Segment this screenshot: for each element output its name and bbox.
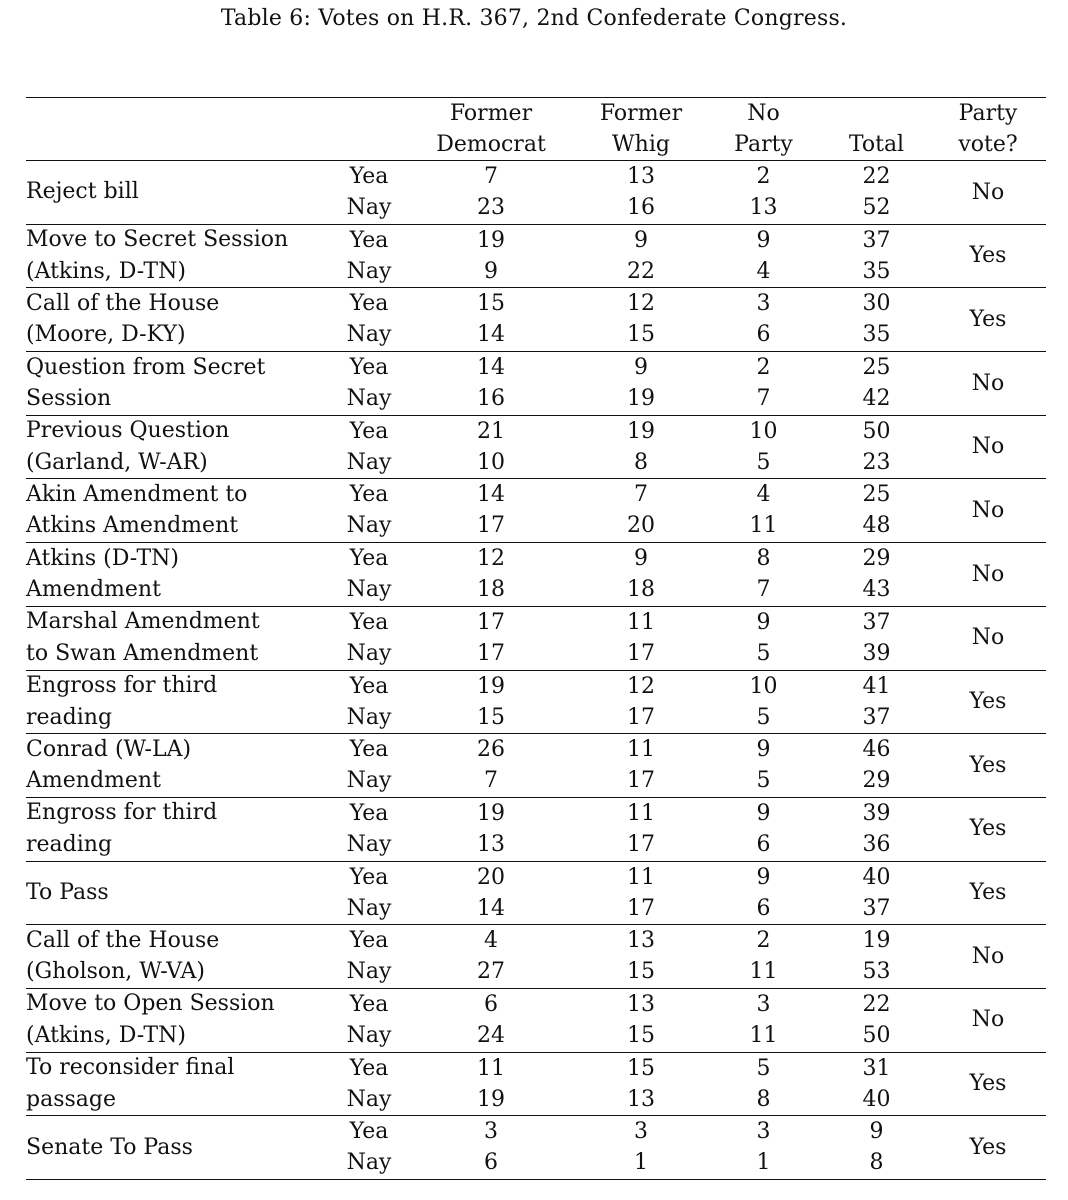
former-whig-count: 13 — [627, 1086, 655, 1112]
header-party-vote: Party vote? — [958, 101, 1018, 157]
yea-row — [26, 479, 1046, 511]
former-democrat-count: 7 — [484, 768, 498, 794]
vote-label: Nay — [346, 258, 392, 284]
party-vote-value: Yes — [969, 816, 1007, 842]
motion-description-line: Engross for third — [26, 673, 218, 698]
total-count: 53 — [862, 959, 891, 985]
vote-label: Nay — [346, 1150, 392, 1176]
former-whig-count: 3 — [634, 1119, 648, 1145]
yea-row — [26, 161, 1046, 193]
no-party-count: 2 — [756, 164, 771, 189]
total-count: 23 — [862, 449, 891, 475]
motion-description-line: Atkins (D-TN) — [26, 545, 179, 571]
party-vote-value: No — [971, 434, 1005, 460]
votes-table — [26, 97, 1046, 1180]
party-vote-value: No — [971, 179, 1005, 205]
no-party-count: 9 — [756, 800, 771, 826]
total-count: 25 — [862, 482, 891, 508]
former-whig-count: 9 — [634, 227, 648, 253]
motion-description-line: (Atkins, D-TN) — [26, 1022, 186, 1048]
vote-label: Nay — [346, 449, 392, 475]
vote-label: Nay — [346, 1022, 392, 1048]
former-democrat-count: 16 — [477, 386, 505, 412]
former-democrat-count: 7 — [484, 164, 498, 189]
party-vote-value: Yes — [969, 243, 1007, 269]
former-democrat-count: 11 — [477, 1055, 505, 1081]
vote-label: Yea — [349, 1119, 389, 1145]
nay-row — [26, 765, 1046, 797]
former-democrat-count: 19 — [477, 800, 505, 826]
former-whig-count: 11 — [627, 800, 655, 826]
former-whig-count: 17 — [627, 640, 655, 666]
yea-row — [26, 352, 1046, 384]
party-vote-value: No — [971, 561, 1005, 587]
motion-description-line: Senate To Pass — [26, 1134, 193, 1160]
table-row-group — [26, 225, 1046, 289]
no-party-count: 1 — [756, 1150, 771, 1176]
total-count: 36 — [862, 831, 891, 857]
table-row-group — [26, 671, 1046, 735]
table-row-group — [26, 416, 1046, 480]
motion-description-line: Atkins Amendment — [26, 513, 239, 539]
no-party-count: 7 — [756, 386, 771, 412]
vote-label: Nay — [346, 831, 392, 857]
vote-label: Nay — [346, 640, 392, 666]
former-democrat-count: 4 — [484, 928, 498, 954]
yea-row — [26, 607, 1046, 639]
former-democrat-count: 19 — [477, 227, 505, 253]
former-democrat-count: 17 — [477, 513, 505, 539]
nay-row — [26, 956, 1046, 988]
former-democrat-count: 20 — [477, 864, 505, 890]
total-count: 31 — [862, 1055, 891, 1081]
former-democrat-count: 26 — [477, 737, 505, 763]
former-whig-count: 13 — [627, 928, 655, 954]
no-party-count: 2 — [756, 928, 771, 954]
motion-description-line: Move to Secret Session — [26, 227, 289, 253]
vote-label: Yea — [349, 164, 389, 189]
yea-row — [26, 416, 1046, 448]
no-party-count: 2 — [756, 355, 771, 381]
former-whig-count: 19 — [627, 418, 655, 444]
vote-label: Yea — [349, 991, 389, 1017]
header-no-party: No Party — [734, 101, 793, 157]
former-democrat-count: 6 — [484, 991, 498, 1017]
total-count: 42 — [862, 386, 891, 412]
no-party-count: 9 — [756, 609, 771, 635]
no-party-count: 11 — [749, 959, 778, 985]
nay-row — [26, 574, 1046, 606]
vote-label: Yea — [349, 609, 389, 635]
table-row-group — [26, 925, 1046, 989]
former-democrat-count: 23 — [477, 195, 505, 220]
total-count: 48 — [862, 513, 891, 539]
party-vote-value: Yes — [969, 1071, 1007, 1097]
party-vote-value: Yes — [969, 689, 1007, 714]
former-whig-count: 8 — [634, 449, 648, 475]
no-party-count: 4 — [756, 258, 771, 284]
former-whig-count: 16 — [627, 195, 655, 220]
vote-label: Yea — [349, 355, 389, 381]
table-body — [26, 161, 1046, 1180]
former-whig-count: 17 — [627, 895, 655, 921]
total-count: 35 — [862, 322, 891, 348]
vote-label: Yea — [349, 291, 389, 317]
total-count: 40 — [862, 864, 891, 890]
motion-description-line: reading — [26, 831, 113, 857]
yea-row — [26, 543, 1046, 575]
former-whig-count: 18 — [627, 577, 655, 603]
former-democrat-count: 19 — [477, 673, 505, 699]
no-party-count: 10 — [749, 673, 778, 699]
motion-description-line: Amendment — [26, 768, 161, 794]
table-row-group — [26, 288, 1046, 352]
table-row-group — [26, 607, 1046, 671]
no-party-count: 6 — [756, 322, 771, 348]
motion-description-line: To reconsider final — [26, 1055, 235, 1081]
yea-row — [26, 989, 1046, 1021]
no-party-count: 5 — [756, 640, 771, 666]
total-count: 22 — [862, 164, 891, 189]
motion-description-line: Question from Secret — [26, 354, 266, 380]
table-row-group — [26, 798, 1046, 862]
former-whig-count: 15 — [627, 1055, 655, 1081]
former-democrat-count: 6 — [484, 1150, 498, 1176]
no-party-count: 3 — [756, 991, 771, 1017]
vote-label: Yea — [349, 928, 389, 954]
vote-label: Nay — [346, 895, 392, 921]
table-row-group — [26, 1053, 1046, 1117]
vote-label: Nay — [346, 704, 392, 730]
motion-description-line: (Gholson, W-VA) — [26, 959, 206, 985]
motion-description-line: passage — [26, 1086, 116, 1112]
nay-row — [26, 256, 1046, 288]
former-democrat-count: 10 — [477, 449, 505, 475]
table-row-group — [26, 862, 1046, 926]
motion-description-line: Conrad (W-LA) — [26, 736, 192, 762]
nay-row — [26, 1147, 1046, 1179]
motion-description-line: Session — [26, 386, 112, 412]
table-row-group — [26, 1116, 1046, 1180]
nay-row — [26, 447, 1046, 479]
table-row-group — [26, 161, 1046, 225]
former-whig-count: 17 — [627, 831, 655, 857]
vote-label: Nay — [346, 513, 392, 539]
total-count: 37 — [862, 609, 891, 635]
vote-label: Nay — [346, 386, 392, 412]
table-row-group — [26, 543, 1046, 607]
total-count: 39 — [862, 640, 891, 666]
no-party-count: 4 — [756, 482, 771, 508]
nay-row — [26, 893, 1046, 925]
table-header — [26, 97, 1046, 161]
former-democrat-count: 14 — [477, 355, 505, 381]
former-whig-count: 17 — [627, 704, 655, 730]
former-democrat-count: 18 — [477, 577, 505, 603]
former-whig-count: 13 — [627, 164, 655, 189]
table-row-group — [26, 989, 1046, 1053]
no-party-count: 13 — [749, 195, 778, 220]
nay-row — [26, 829, 1046, 861]
party-vote-value: Yes — [969, 752, 1007, 778]
total-count: 37 — [862, 895, 891, 921]
former-whig-count: 22 — [627, 258, 655, 284]
motion-description-line: Move to Open Session — [26, 991, 275, 1017]
vote-label: Nay — [346, 577, 392, 603]
vote-label: Yea — [349, 482, 389, 508]
total-count: 41 — [862, 673, 891, 699]
nay-row — [26, 1020, 1046, 1052]
former-whig-count: 15 — [627, 1022, 655, 1048]
yea-row — [26, 862, 1046, 894]
former-whig-count: 12 — [627, 673, 655, 699]
no-party-count: 6 — [756, 895, 771, 921]
party-vote-value: Yes — [969, 306, 1007, 332]
former-democrat-count: 17 — [477, 640, 505, 666]
nay-row — [26, 638, 1046, 670]
former-whig-count: 12 — [627, 291, 655, 317]
total-count: 50 — [862, 1022, 891, 1048]
former-democrat-count: 19 — [477, 1086, 505, 1112]
no-party-count: 9 — [756, 737, 771, 763]
table-row-group — [26, 479, 1046, 543]
former-whig-count: 11 — [627, 737, 655, 763]
former-democrat-count: 14 — [477, 482, 505, 508]
nay-row — [26, 319, 1046, 351]
vote-label: Nay — [346, 322, 392, 348]
motion-description-line: (Moore, D-KY) — [26, 322, 186, 348]
party-vote-value: No — [971, 497, 1005, 523]
motion-description-line: Reject bill — [26, 179, 139, 205]
nay-row — [26, 510, 1046, 542]
header-former-whig: Former Whig — [599, 101, 683, 157]
no-party-count: 5 — [756, 704, 771, 730]
nay-row — [26, 383, 1046, 415]
party-vote-value: No — [971, 370, 1005, 396]
total-count: 43 — [862, 577, 891, 603]
vote-label: Yea — [349, 864, 389, 890]
party-vote-value: Yes — [969, 880, 1007, 906]
yea-row — [26, 798, 1046, 830]
vote-label: Yea — [349, 546, 389, 572]
vote-label: Yea — [349, 737, 389, 763]
total-count: 19 — [862, 928, 891, 954]
former-whig-count: 7 — [634, 482, 648, 508]
former-whig-count: 17 — [627, 768, 655, 794]
motion-description-line: Call of the House — [26, 290, 220, 316]
no-party-count: 9 — [756, 227, 771, 253]
former-democrat-count: 13 — [477, 831, 505, 857]
total-count: 22 — [862, 991, 891, 1017]
no-party-count: 9 — [756, 864, 771, 890]
motion-description-line: Amendment — [26, 577, 161, 603]
yea-row — [26, 288, 1046, 320]
total-count: 35 — [862, 258, 891, 284]
no-party-count: 6 — [756, 831, 771, 857]
total-count: 46 — [862, 737, 891, 763]
vote-label: Nay — [346, 768, 392, 794]
no-party-count: 7 — [756, 577, 771, 603]
total-count: 30 — [862, 291, 891, 317]
header-former-democrat: Former Democrat — [436, 101, 546, 157]
total-count: 40 — [862, 1086, 891, 1112]
former-democrat-count: 3 — [484, 1119, 498, 1145]
motion-description-line: Previous Question — [26, 418, 230, 444]
motion-description-line: Marshal Amendment — [26, 609, 260, 635]
former-whig-count: 19 — [627, 386, 655, 412]
nay-row — [26, 1084, 1046, 1116]
former-democrat-count: 14 — [477, 322, 505, 348]
former-whig-count: 11 — [627, 864, 655, 890]
no-party-count: 5 — [756, 768, 771, 794]
vote-label: Nay — [346, 959, 392, 985]
former-whig-count: 20 — [627, 513, 655, 539]
motion-description-line: To Pass — [26, 879, 109, 905]
total-count: 37 — [862, 227, 891, 253]
yea-row — [26, 1053, 1046, 1085]
yea-row — [26, 671, 1046, 703]
vote-label: Nay — [346, 195, 392, 220]
former-democrat-count: 14 — [477, 895, 505, 921]
header-total: Total — [848, 132, 905, 157]
no-party-count: 11 — [749, 513, 778, 539]
table-row-group — [26, 352, 1046, 416]
table-row-group — [26, 734, 1046, 798]
total-count: 52 — [862, 195, 891, 220]
former-democrat-count: 15 — [477, 291, 505, 317]
total-count: 50 — [862, 418, 891, 444]
former-whig-count: 1 — [634, 1150, 648, 1176]
motion-description-line: Call of the House — [26, 927, 220, 953]
former-whig-count: 15 — [627, 959, 655, 985]
vote-label: Yea — [349, 1055, 389, 1081]
motion-description-line: (Atkins, D-TN) — [26, 258, 186, 284]
nay-row — [26, 192, 1046, 224]
former-democrat-count: 21 — [477, 418, 505, 444]
no-party-count: 8 — [756, 546, 771, 572]
vote-label: Nay — [346, 1086, 392, 1112]
former-whig-count: 9 — [634, 355, 648, 381]
party-vote-value: No — [971, 1007, 1005, 1033]
table-caption: Table 6: Votes on H.R. 367, 2nd Confederate Congress. — [220, 6, 848, 31]
no-party-count: 5 — [756, 449, 771, 475]
nay-row — [26, 702, 1046, 734]
yea-row — [26, 734, 1046, 766]
former-whig-count: 13 — [627, 991, 655, 1017]
yea-row — [26, 225, 1046, 257]
no-party-count: 10 — [749, 418, 778, 444]
former-democrat-count: 24 — [477, 1022, 505, 1048]
motion-description-line: Engross for third — [26, 800, 218, 826]
vote-label: Yea — [349, 227, 389, 253]
vote-label: Yea — [349, 800, 389, 826]
no-party-count: 3 — [756, 291, 771, 317]
former-democrat-count: 12 — [477, 546, 505, 572]
no-party-count: 11 — [749, 1022, 778, 1048]
total-count: 25 — [862, 355, 891, 381]
former-democrat-count: 9 — [484, 258, 498, 284]
former-democrat-count: 27 — [477, 959, 505, 985]
no-party-count: 3 — [756, 1119, 771, 1145]
total-count: 9 — [869, 1119, 884, 1145]
yea-row — [26, 1116, 1046, 1148]
motion-description-line: (Garland, W-AR) — [26, 449, 208, 475]
motion-description-line: reading — [26, 704, 113, 730]
party-vote-value: No — [971, 943, 1005, 969]
motion-description-line: to Swan Amendment — [26, 640, 259, 666]
no-party-count: 8 — [756, 1086, 771, 1112]
no-party-count: 5 — [756, 1055, 771, 1081]
former-whig-count: 9 — [634, 546, 648, 572]
motion-description-line: Akin Amendment to — [26, 481, 248, 507]
party-vote-value: No — [971, 625, 1005, 651]
former-whig-count: 11 — [627, 609, 655, 635]
former-democrat-count: 17 — [477, 609, 505, 635]
yea-row — [26, 925, 1046, 957]
total-count: 29 — [862, 546, 891, 572]
vote-label: Yea — [349, 418, 389, 444]
total-count: 37 — [862, 704, 891, 730]
vote-label: Yea — [349, 673, 389, 699]
total-count: 8 — [869, 1150, 884, 1176]
former-democrat-count: 15 — [477, 704, 505, 730]
total-count: 29 — [862, 768, 891, 794]
party-vote-value: Yes — [969, 1134, 1007, 1160]
total-count: 39 — [862, 800, 891, 826]
former-whig-count: 15 — [627, 322, 655, 348]
